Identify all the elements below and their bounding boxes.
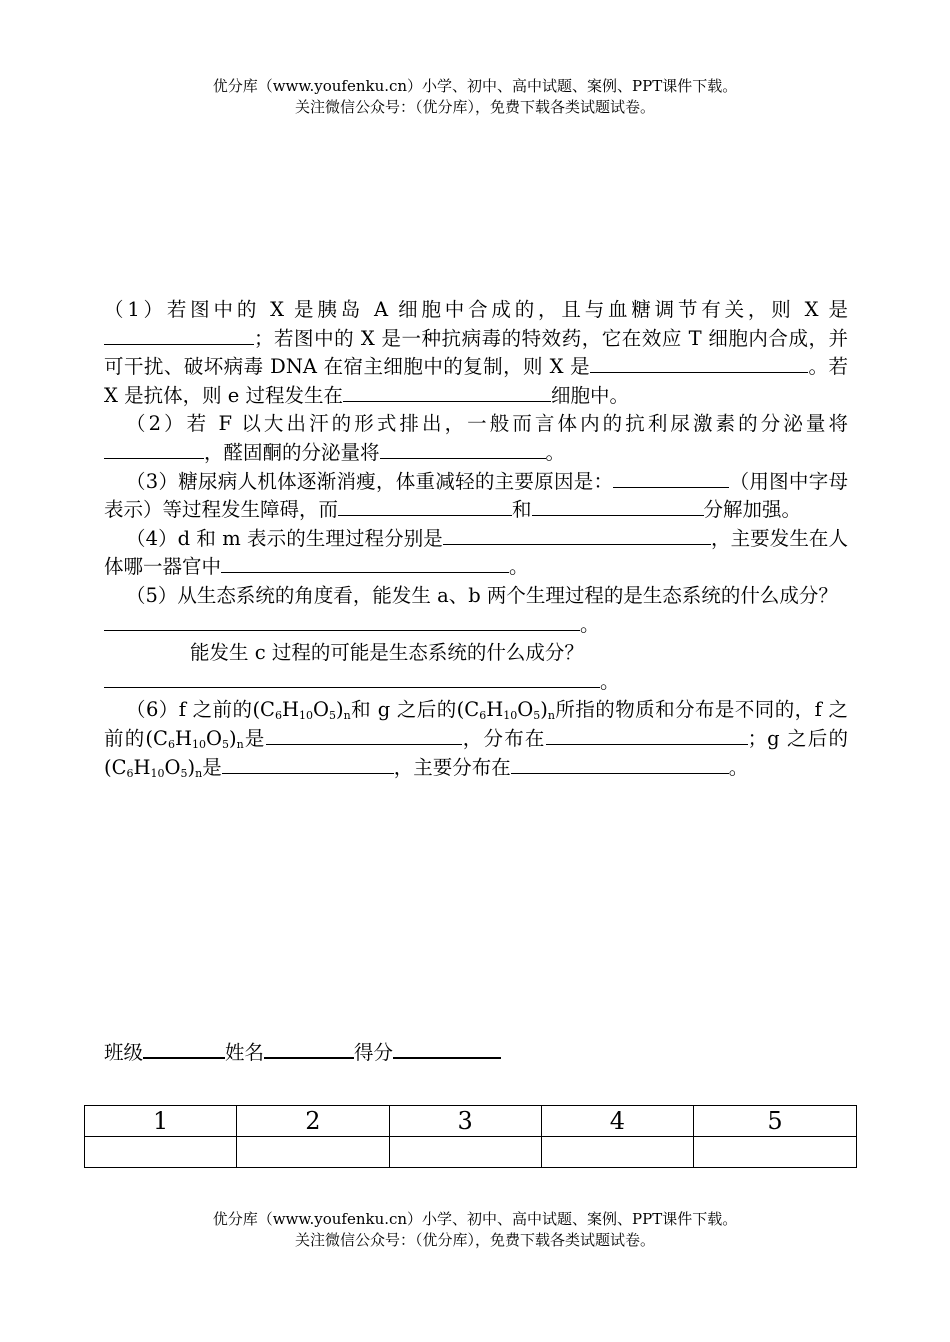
q3-blank-2[interactable] <box>338 497 512 516</box>
q6-text-6: ；g 之后的 <box>747 726 848 750</box>
q4-text-1: （4）d 和 m 表示的生理过程分别是 <box>126 526 443 550</box>
q4-text-2: ，主要发生在人体哪一器官中 <box>104 526 848 579</box>
q2-text-2: ，醛固酮的分泌量将 <box>204 440 380 464</box>
question-6 <box>104 696 848 782</box>
q5-text-4: 。 <box>600 669 620 693</box>
score-field[interactable] <box>393 1035 501 1059</box>
page-footer <box>0 1209 950 1251</box>
q4-blank-2[interactable] <box>221 554 509 573</box>
q2-text-3: 。 <box>545 440 566 464</box>
header-line-2: 关注微信公众号：（优分库），免费下载各类试题试卷。 <box>294 98 655 116</box>
question-5-answer-line-2 <box>104 668 848 697</box>
question-2 <box>104 410 848 467</box>
q6-text-5: ，分布在 <box>461 726 546 750</box>
q5-text-1: （5）从生态系统的角度看，能发生 a、b 两个生理过程的是生态系统的什么成分？ <box>126 583 838 607</box>
score-col-5: 5 <box>694 1106 857 1137</box>
question-5 <box>104 582 848 611</box>
q1-text-1: （1）若图中的 X 是胰岛 A 细胞中合成的，且与血糖调节有关，则 X 是 <box>104 298 848 321</box>
q6-text-4: 是 <box>243 726 266 750</box>
q3-text-1: （3）糖尿病人机体逐渐消瘦，体重减轻的主要原因是： <box>126 469 614 493</box>
q6-blank-2[interactable] <box>546 726 748 745</box>
q1-text-4: 细胞中。 <box>551 383 630 407</box>
question-5-sub <box>104 639 848 668</box>
question-3 <box>104 468 848 525</box>
q2-text-1: （2）若 F 以大出汗的形式排出，一般而言体内的抗利尿激素的分泌量将 <box>126 412 848 436</box>
answer-cell-5[interactable] <box>694 1137 857 1168</box>
q1-text-3: 。若 X 是抗体，则 e 过程发生在 <box>104 355 848 407</box>
name-field[interactable] <box>264 1035 354 1059</box>
q4-blank-1[interactable] <box>443 526 711 545</box>
score-table-header-row <box>85 1106 857 1137</box>
q3-text-3: 和 <box>512 498 532 522</box>
score-table <box>84 1105 857 1168</box>
formula-3: $(C_6H_{10}O_5)_n$ <box>145 726 244 751</box>
formula-4: $(C_6H_{10}O_5)_n$ <box>104 755 203 780</box>
q6-text-9: 。 <box>728 755 749 779</box>
answer-cell-3[interactable] <box>389 1137 541 1168</box>
q6-text-1: （6）f 之前的 <box>126 698 253 722</box>
q6-text-2: 和 g 之后的 <box>350 698 457 722</box>
name-label: 姓名 <box>225 1041 265 1064</box>
q6-blank-1[interactable] <box>266 726 462 745</box>
score-col-1: 1 <box>85 1106 237 1137</box>
q1-blank-2[interactable] <box>590 354 808 373</box>
q5-blank-1[interactable] <box>104 612 580 631</box>
q4-text-3: 。 <box>509 555 529 579</box>
q6-blank-4[interactable] <box>511 755 729 774</box>
question-1 <box>104 296 848 410</box>
answer-cell-1[interactable] <box>85 1137 237 1168</box>
q3-blank-3[interactable] <box>532 497 704 516</box>
page-header <box>0 76 950 118</box>
q5-text-3: 能发生 c 过程的可能是生态系统的什么成分？ <box>190 641 584 665</box>
q6-text-3: 所指的物质和分布是不同的，f 之前的 <box>104 698 848 750</box>
score-label: 得分 <box>354 1041 394 1064</box>
score-table-answer-row <box>85 1137 857 1168</box>
q1-blank-1[interactable] <box>104 326 254 345</box>
class-label: 班级 <box>104 1041 144 1064</box>
score-col-3: 3 <box>389 1106 541 1137</box>
footer-line-1: 优分库（www.youfenku.cn）小学、初中、高中试题、案例、PPT课件下载。 <box>212 1210 738 1228</box>
q5-text-2: 。 <box>580 612 600 636</box>
q1-blank-3[interactable] <box>343 383 551 402</box>
header-line-1: 优分库（www.youfenku.cn）小学、初中、高中试题、案例、PPT课件下载。 <box>212 77 738 95</box>
q3-blank-1[interactable] <box>613 469 729 488</box>
q1-text-2: ；若图中的 X 是一种抗病毒的特效药，它在效应 T 细胞内合成，并可干扰、破坏病毒 DNA 在宿主细胞中的复制，则 X 是 <box>104 326 848 379</box>
q6-text-7: 是 <box>202 755 222 779</box>
score-col-4: 4 <box>541 1106 693 1137</box>
answer-cell-4[interactable] <box>541 1137 693 1168</box>
class-field[interactable] <box>143 1035 225 1059</box>
answer-cell-2[interactable] <box>237 1137 389 1168</box>
formula-2: $(C_6H_{10}O_5)_n$ <box>456 698 555 723</box>
question-body <box>104 296 848 782</box>
footer-line-2: 关注微信公众号：（优分库），免费下载各类试题试卷。 <box>294 1231 655 1249</box>
q2-blank-2[interactable] <box>380 440 546 459</box>
question-5-answer-line-1 <box>104 611 848 640</box>
formula-1: $(C_6H_{10}O_5)_n$ <box>252 698 351 723</box>
q3-text-2: （用图中字母表示）等过程发生障碍，而 <box>104 469 848 522</box>
score-col-2: 2 <box>237 1106 389 1137</box>
q5-blank-2[interactable] <box>104 669 600 688</box>
q6-text-8: ，主要分布在 <box>393 755 511 779</box>
question-4 <box>104 525 848 582</box>
q2-blank-1[interactable] <box>104 440 204 459</box>
student-info <box>104 1035 501 1067</box>
q3-text-4: 分解加强。 <box>703 498 802 522</box>
q6-blank-3[interactable] <box>222 755 394 774</box>
